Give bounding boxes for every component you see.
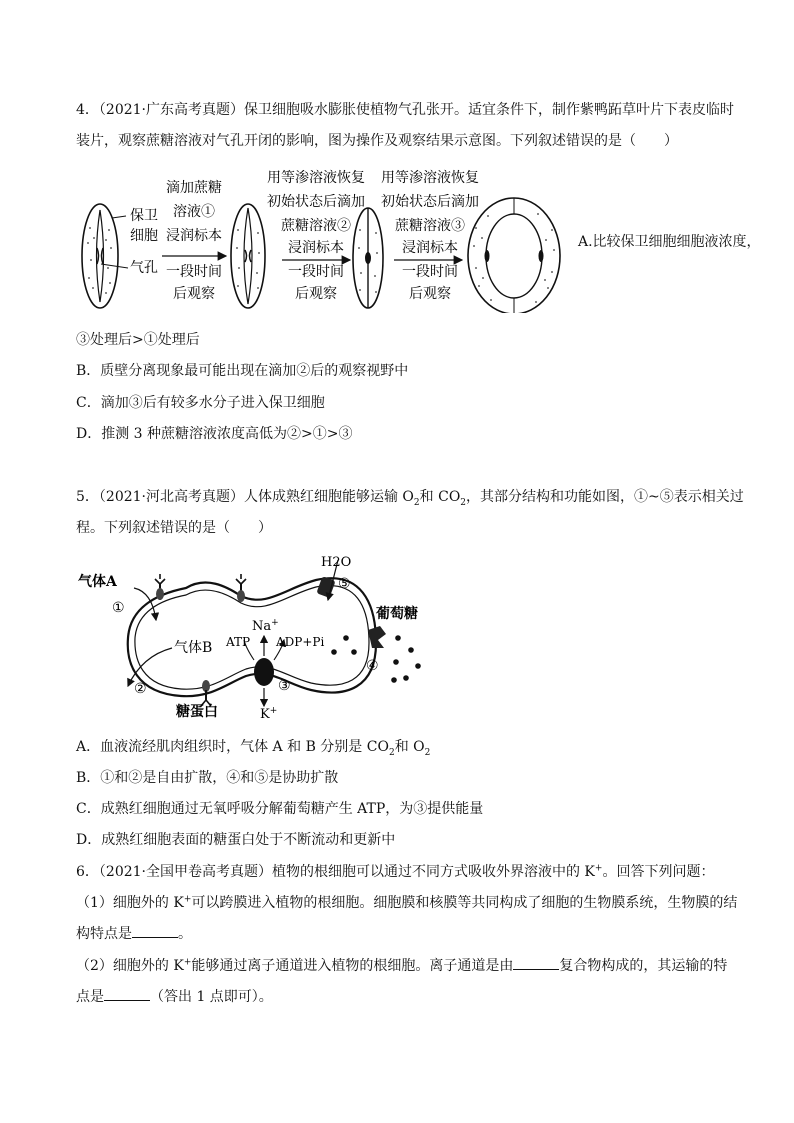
label-glucose: 葡萄糖 <box>376 606 418 622</box>
guard-cells-after-1 <box>231 204 265 308</box>
q4-stem-line1: 4．（2021·广东高考真题）保卫细胞吸水膨胀使植物气孔张开。适宜条件下，制作紫鸭跖草叶片下表皮临时 <box>76 102 734 118</box>
q5-option-d: D．成熟红细胞表面的糖蛋白处于不断流动和更新中 <box>76 832 396 848</box>
step1-line5: 后观察 <box>173 286 215 302</box>
red-blood-cell-figure <box>76 548 436 727</box>
step3-line2: 浸润标本 <box>402 240 458 256</box>
q4-stem-line2: 装片，观察蔗糖溶液对气孔开闭的影响，图为操作及观察结果示意图。下列叙述错误的是（ ） <box>76 133 678 149</box>
label-n3: ③ <box>278 678 291 694</box>
label-stoma: 气孔 <box>130 260 158 276</box>
q5-option-a: A．血液流经肌肉组织时，气体 A 和 B 分别是 $CO_2$和 $O_2$ <box>76 739 431 758</box>
label-gas-a: 气体A <box>78 574 117 590</box>
label-gas-b: 气体B <box>174 640 213 656</box>
answer-blank-2[interactable] <box>513 957 559 970</box>
q5-stem-line1: 5．（2021·河北高考真题）人体成熟红细胞能够运输 $O_2$和 $CO_2$，其部分结构和功能如图，①~⑤表示相关过 <box>76 489 744 508</box>
step2-top-line1: 用等渗溶液恢复 <box>267 170 365 186</box>
answer-blank-1[interactable] <box>132 925 178 938</box>
guard-cells-after-2 <box>353 208 383 308</box>
label-n5: ⑤ <box>338 576 351 592</box>
label-na: Na+ <box>252 618 279 634</box>
step3-line1: 蔗糖溶液③ <box>395 218 465 234</box>
label-k: K+ <box>260 706 278 722</box>
step2-line1: 蔗糖溶液② <box>281 218 351 234</box>
q6-part1-line1: （1）细胞外的 K+可以跨膜进入植物的根细胞。细胞膜和核膜等共同构成了细胞的生物膜系统，生物膜的结 <box>76 894 738 911</box>
q5-option-b: B．①和②是自由扩散，④和⑤是协助扩散 <box>76 770 339 786</box>
step2-line2: 浸润标本 <box>288 240 344 256</box>
guard-cells-after-3 <box>468 198 560 313</box>
step1-line1: 滴加蔗糖 <box>166 180 222 196</box>
step3-line4: 后观察 <box>409 286 451 302</box>
q6-part2-line2: 点是 （答出 1 点即可）。 <box>76 989 273 1005</box>
q6-stem: 6．（2021·全国甲卷高考真题）植物的根细胞可以通过不同方式吸收外界溶液中的 K+。回答下列问题： <box>76 863 715 880</box>
step2-top-line2: 初始状态后滴加 <box>267 194 365 210</box>
step2-line4: 后观察 <box>295 286 337 302</box>
guard-cells-initial <box>82 204 128 308</box>
label-guard-cell-2: 细胞 <box>130 228 158 244</box>
label-n1: ① <box>112 600 125 616</box>
label-water: H2O <box>321 555 352 570</box>
q6-part1-line2: 构特点是 。 <box>76 926 192 942</box>
step2-line3: 一段时间 <box>288 264 344 280</box>
step3-line3: 一段时间 <box>402 264 458 280</box>
label-n4: ④ <box>366 658 379 674</box>
stomata-figure <box>76 168 596 317</box>
label-glycoprotein: 糖蛋白 <box>176 704 218 720</box>
label-n2: ② <box>134 681 147 697</box>
q5-stem-line2: 程。下列叙述错误的是（ ） <box>76 520 272 536</box>
q5-option-c: C．成熟红细胞通过无氧呼吸分解葡萄糖产生 ATP，为③提供能量 <box>76 801 484 817</box>
glycoprotein-top-left <box>155 574 165 600</box>
step1-line4: 一段时间 <box>166 264 222 280</box>
cell-membrane <box>128 578 376 696</box>
step1-line3: 浸润标本 <box>166 228 222 244</box>
q4-option-b: B．质壁分离现象最可能出现在滴加②后的观察视野中 <box>76 363 409 379</box>
q4-option-d: D．推测 3 种蔗糖溶液浓度高低为②>①>③ <box>76 426 353 442</box>
q6-part2-line1: （2）细胞外的 K+能够通过离子通道进入植物的根细胞。离子通道是由 复合物构成的，其运输的特 <box>76 957 728 974</box>
label-guard-cell-1: 保卫 <box>130 208 158 224</box>
q4-option-c: C．滴加③后有较多水分子进入保卫细胞 <box>76 395 325 411</box>
q4-option-a-part2: ③处理后>①处理后 <box>76 332 200 348</box>
glycoprotein-top-mid <box>236 574 246 602</box>
q4-option-a-part1: A.比较保卫细胞细胞液浓度， <box>578 234 761 250</box>
answer-blank-3[interactable] <box>104 988 150 1001</box>
step3-top-line1: 用等渗溶液恢复 <box>381 170 479 186</box>
step3-top-line2: 初始状态后滴加 <box>381 194 479 210</box>
label-atp: ATP <box>226 635 251 649</box>
step1-line2: 溶液① <box>173 204 215 220</box>
label-adp: ADP+Pi <box>276 635 325 649</box>
